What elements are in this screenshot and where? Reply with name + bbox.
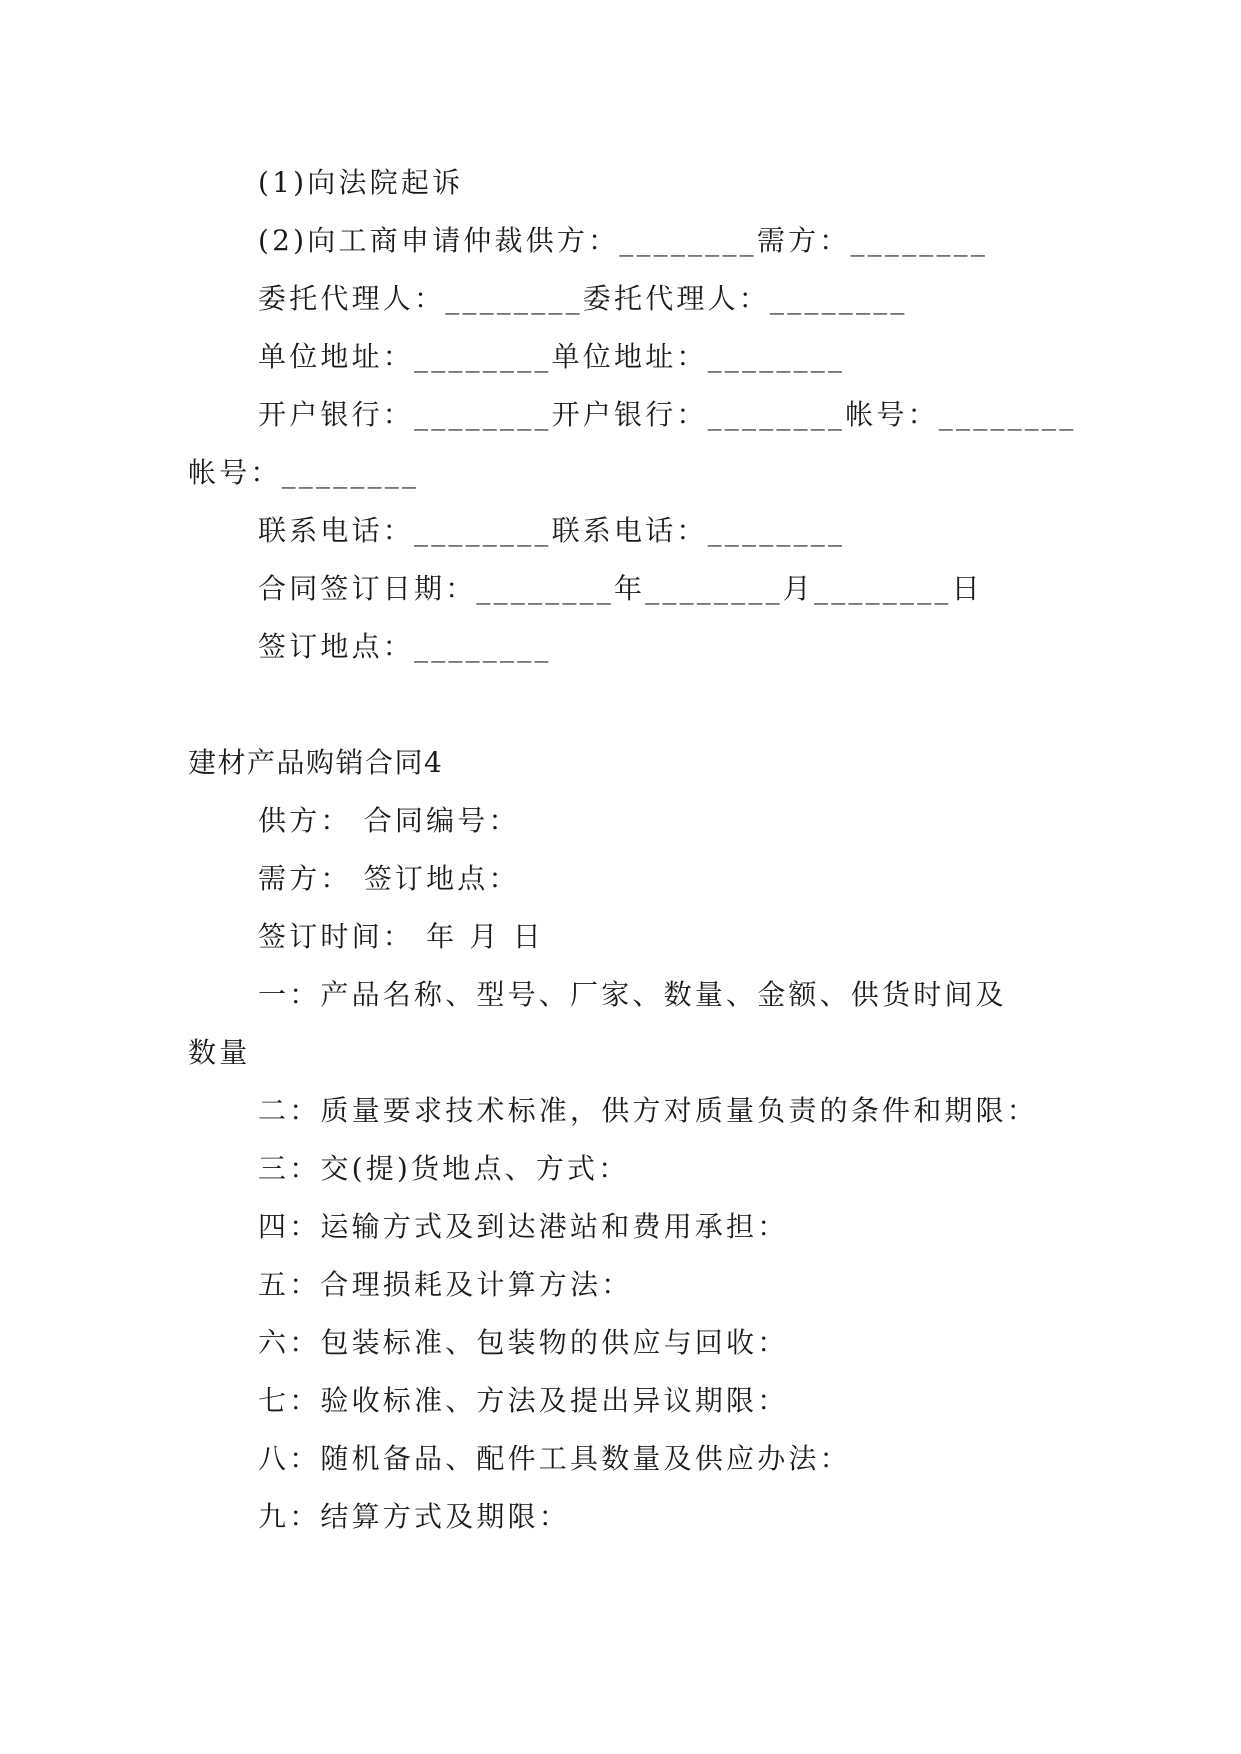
supplier-row: 供方： 合同编号： <box>258 804 520 837</box>
clause-4: 四：运输方式及到达港站和费用承担： <box>258 1210 789 1243</box>
address-line: 单位地址：________单位地址：________ <box>258 340 846 373</box>
clause-5: 五：合理损耗及计算方法： <box>258 1268 633 1301</box>
sign-time-row: 签订时间： 年 月 日 <box>258 920 544 953</box>
clause-7: 七：验收标准、方法及提出异议期限： <box>258 1384 789 1417</box>
dispute-option-arbitration: (2)向工商申请仲裁供方：________需方：________ <box>258 224 989 257</box>
account-line: 帐号：________ <box>188 456 420 489</box>
clause-1-continued: 数量 <box>188 1036 251 1069</box>
agent-line: 委托代理人：________委托代理人：________ <box>258 282 908 315</box>
dispute-option-court: (1)向法院起诉 <box>258 166 464 199</box>
clause-1: 一：产品名称、型号、厂家、数量、金额、供货时间及 <box>258 978 1007 1011</box>
sign-place-line: 签订地点：________ <box>258 630 552 663</box>
clause-6: 六：包装标准、包装物的供应与回收： <box>258 1326 789 1359</box>
clause-2: 二：质量要求技术标准，供方对质量负责的条件和期限： <box>258 1094 1039 1127</box>
clause-3: 三：交(提)货地点、方式： <box>258 1152 630 1185</box>
clause-9: 九：结算方式及期限： <box>258 1500 571 1533</box>
buyer-row: 需方： 签订地点： <box>258 862 520 895</box>
sign-date-line: 合同签订日期：________年________月________日 <box>258 572 983 605</box>
phone-line: 联系电话：________联系电话：________ <box>258 514 846 547</box>
contract-title: 建材产品购销合同4 <box>188 746 444 779</box>
clause-8: 八：随机备品、配件工具数量及供应办法： <box>258 1442 851 1475</box>
bank-line: 开户银行：________开户银行：________帐号：________ <box>258 398 1077 431</box>
